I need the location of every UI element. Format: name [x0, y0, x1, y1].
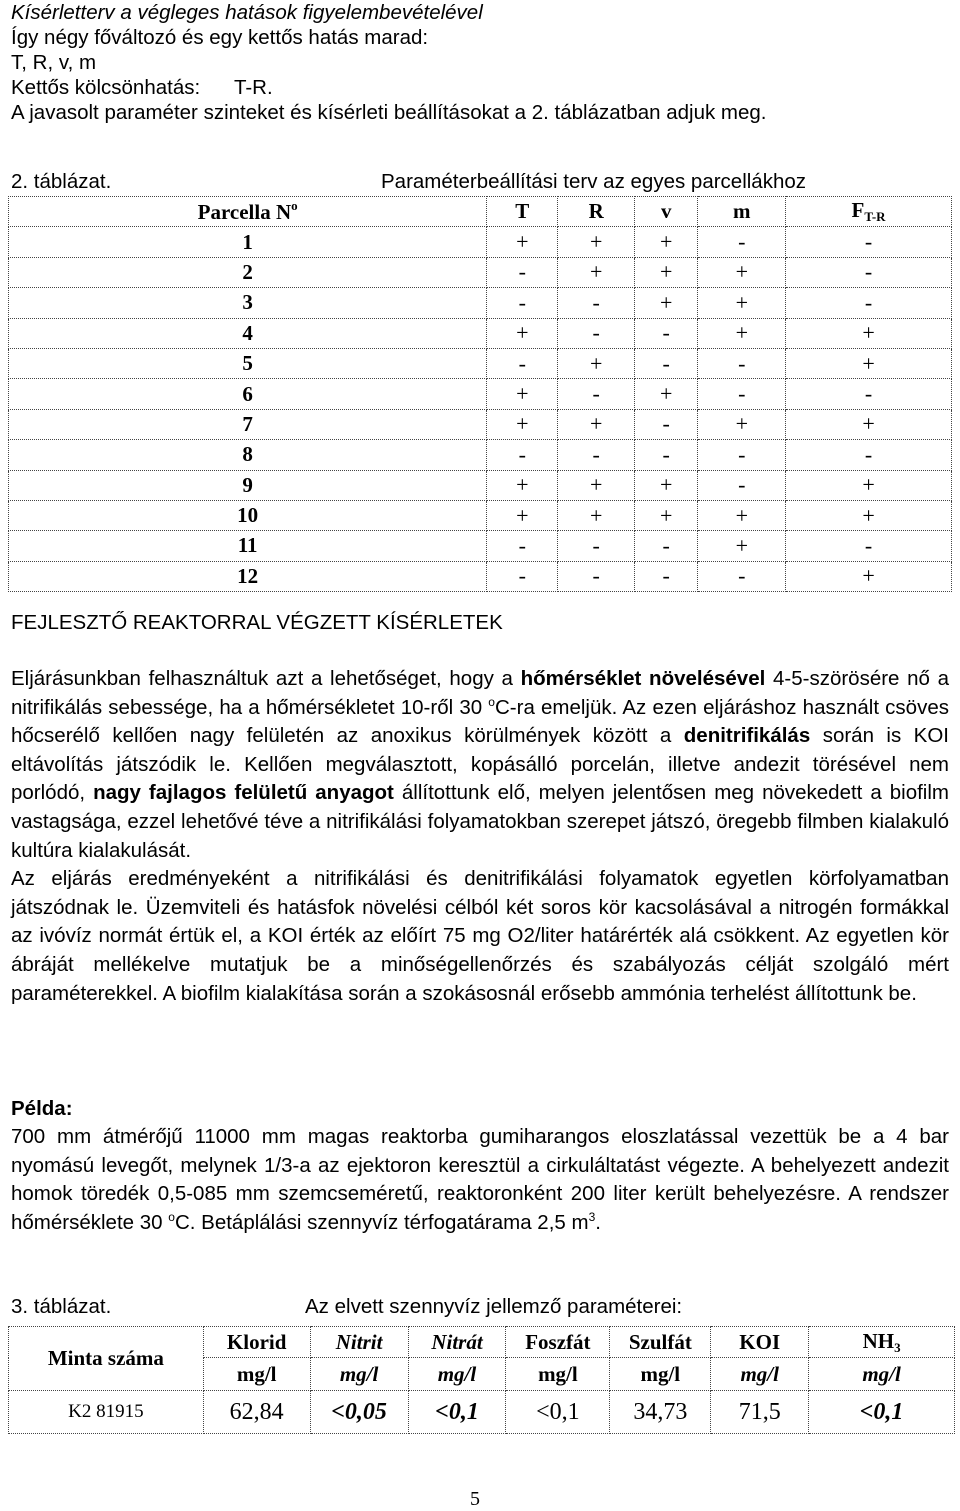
table-cell: +: [786, 348, 952, 378]
intro-line-2: Így négy főváltozó és egy kettős hatás marad:: [11, 26, 429, 49]
parcella-number: 1: [9, 227, 487, 257]
parameter-table-header: [9, 197, 952, 227]
table-cell: -: [786, 288, 952, 318]
table-cell: +: [786, 470, 952, 500]
table3-title: Az elvett szennyvíz jellemző paraméterei:: [305, 1295, 683, 1318]
table-cell: +: [786, 318, 952, 348]
table-cell: -: [558, 440, 635, 470]
table-cell: -: [487, 561, 558, 591]
table2-title: Paraméterbeállítási terv az egyes parcellákhoz: [381, 170, 807, 193]
header-parcella: Parcella $N^o$: [9, 197, 487, 227]
table-row: [9, 379, 952, 409]
table-row: [9, 318, 952, 348]
table-cell: +: [634, 500, 698, 530]
table-cell: +: [634, 257, 698, 287]
table-cell: +: [698, 318, 786, 348]
table-cell: +: [634, 470, 698, 500]
table-cell: -: [786, 440, 952, 470]
table-cell: +: [698, 531, 786, 561]
table-cell: +: [698, 257, 786, 287]
table-cell: +: [786, 561, 952, 591]
table-row: [9, 257, 952, 287]
col-szulfat: Szulfát: [610, 1327, 711, 1358]
table-cell: +: [487, 379, 558, 409]
table-cell: -: [634, 348, 698, 378]
intro-line-5: A javasolt paraméter szinteket és kísérleti beállításokat a 2. táblázatban adjuk meg.: [11, 101, 767, 124]
parcella-number: 5: [9, 348, 487, 378]
wastewater-table: [8, 1326, 955, 1434]
parcella-number: 6: [9, 379, 487, 409]
table-cell: +: [487, 318, 558, 348]
table-cell: -: [487, 288, 558, 318]
table-cell: -: [786, 531, 952, 561]
table-cell: -: [558, 379, 635, 409]
table-cell: +: [487, 470, 558, 500]
table-cell: -: [634, 531, 698, 561]
table-cell: +: [786, 409, 952, 439]
col-foszfat: Foszfát: [506, 1327, 610, 1358]
table-cell: -: [558, 318, 635, 348]
example-label: Példa:: [11, 1097, 73, 1120]
parcella-number: 8: [9, 440, 487, 470]
header-T: T: [487, 197, 558, 227]
paragraph-2: Az eljárás eredményeként a nitrifikálási és denitrifikálási folyamatok egyetlen körfolyamatban játszódnak le. Üzemviteli és hatásfok növelési célból két soros kör kacsolásával a nitrogén formákkal az ivóvíz normát értük el, a KOI érték az előírt 75 mg O2/liter határérték alá csökkent. Az egyetlen kör ábráját mellékelve mutatjuk be a minőségellenőrzés és szabályozás célját szolgáló mért paraméterekkel. A biofilm kialakítása során a szokásosnál erősebb ammónia terhelést állítottunk be.: [11, 867, 949, 1005]
col-klorid: Klorid: [203, 1327, 310, 1358]
table-cell: -: [487, 531, 558, 561]
table-cell: -: [786, 379, 952, 409]
col-nitrat: Nitrát: [408, 1327, 506, 1358]
col-nitrit: Nitrit: [310, 1327, 408, 1358]
table-cell: -: [487, 440, 558, 470]
table-cell: +: [786, 500, 952, 530]
parcella-number: 11: [9, 531, 487, 561]
table-cell: +: [698, 500, 786, 530]
intro-line-4: Kettős kölcsönhatás: T-R.: [11, 76, 273, 99]
parcella-number: 7: [9, 409, 487, 439]
intro-block: [11, 0, 767, 125]
table-cell: -: [634, 409, 698, 439]
units-row: mg/l mg/l mg/l mg/l mg/l mg/l mg/l: [9, 1358, 955, 1391]
table-row: [9, 440, 952, 470]
table-row: [9, 348, 952, 378]
table-row: [9, 531, 952, 561]
table-row: [9, 561, 952, 591]
table-cell: -: [558, 531, 635, 561]
intro-line-3: T, R, v, m: [11, 51, 97, 74]
table-cell: -: [698, 348, 786, 378]
parcella-number: 2: [9, 257, 487, 287]
values-row: K2 81915 62,84 <0,05 <0,1 <0,1 34,73 71,5 <0,1: [9, 1391, 955, 1434]
header-m: m: [698, 197, 786, 227]
table2-caption: [11, 170, 949, 196]
table-cell: +: [634, 227, 698, 257]
table-cell: -: [786, 227, 952, 257]
table-cell: +: [487, 500, 558, 530]
table-cell: -: [698, 440, 786, 470]
table-cell: +: [487, 409, 558, 439]
table-row: [9, 500, 952, 530]
table-cell: -: [487, 348, 558, 378]
intro-title: Kísérletterv a végleges hatások figyelembevételével: [11, 1, 483, 24]
table-cell: -: [558, 561, 635, 591]
parcella-number: 4: [9, 318, 487, 348]
page-number: 5: [470, 1488, 480, 1510]
table-cell: +: [698, 409, 786, 439]
header-R: R: [558, 197, 635, 227]
table-cell: +: [487, 227, 558, 257]
paragraph-1: Eljárásunkban felhasználtuk azt a lehetőséget, hogy a hőmérséklet növelésével 4-5-szörösére nő a nitrifikálás sebessége, ha a hőmérsékletet 10-ről 30 $^o$C-ra emeljük. Az ezen eljáráshoz használt csöves hőcserélő kellően nagy felületén az anoxikus körülmények között a denitrifikálás során is KOI eltávolítás játszódik le. Kellően megválasztott, kopásálló porcelán, illetve andezit törésével nem porlódó, nagy fajlagos felületű anyagot állítottunk elő, melyen jelentősen meg növekedett a biofilm vastagsága, ezzel lehetővé téve a nitrifikálási folyamatokban szerepet játszó, öregebb filmben kialakuló kultúra kialakulását.: [11, 667, 950, 862]
parcella-number: 3: [9, 288, 487, 318]
table-cell: +: [634, 288, 698, 318]
table-cell: -: [698, 227, 786, 257]
table-cell: -: [786, 257, 952, 287]
parameter-table: [8, 196, 952, 592]
table-cell: +: [558, 257, 635, 287]
table-cell: -: [698, 470, 786, 500]
table-cell: -: [634, 561, 698, 591]
table-cell: +: [698, 288, 786, 318]
table-row: [9, 470, 952, 500]
table-cell: -: [487, 257, 558, 287]
sample-id: K2 81915: [9, 1391, 204, 1434]
table-row: [9, 288, 952, 318]
table-cell: -: [698, 561, 786, 591]
table-cell: +: [558, 470, 635, 500]
table-row: [9, 227, 952, 257]
col-nh3: $NH_3$: [809, 1327, 955, 1358]
table-cell: +: [558, 227, 635, 257]
table-cell: +: [558, 500, 635, 530]
table-cell: -: [634, 318, 698, 348]
table-cell: -: [634, 440, 698, 470]
parameter-table-body: [9, 227, 952, 592]
table-cell: -: [558, 288, 635, 318]
table-cell: +: [558, 409, 635, 439]
example-paragraph: 700 mm átmérőjű 11000 mm magas reaktorba gumiharangos eloszlatással vezettük be a 4 bar nyomású levegőt, melynek 1/3-a az ejektoron keresztül a cirkuláltatást végezte. A behelyezett andezit homok töredék 0,5-085 mm szemcseméretű, reaktoronként 200 liter került behelyezésre. A rendszer hőmérséklete 30 $^o$C. Betáplálási szennyvíz térfogatárama 2,5 $m^3$.: [11, 1125, 949, 1234]
parcella-number: 12: [9, 561, 487, 591]
header-v: v: [634, 197, 698, 227]
row-label-minta: Minta száma: [9, 1327, 204, 1391]
table-cell: +: [634, 379, 698, 409]
header-F: $F_{T-R}$: [786, 197, 952, 227]
table-cell: -: [698, 379, 786, 409]
parcella-number: 9: [9, 470, 487, 500]
parcella-number: 10: [9, 500, 487, 530]
table-cell: +: [558, 348, 635, 378]
section-paragraphs: [11, 665, 949, 1008]
table3-caption: [11, 1295, 949, 1321]
table2-number: 2. táblázat.: [11, 170, 112, 193]
section-heading: FEJLESZTŐ REAKTORRAL VÉGZETT KÍSÉRLETEK: [11, 611, 503, 634]
col-koi: KOI: [711, 1327, 809, 1358]
table-row: [9, 409, 952, 439]
table3-number: 3. táblázat.: [11, 1295, 112, 1318]
